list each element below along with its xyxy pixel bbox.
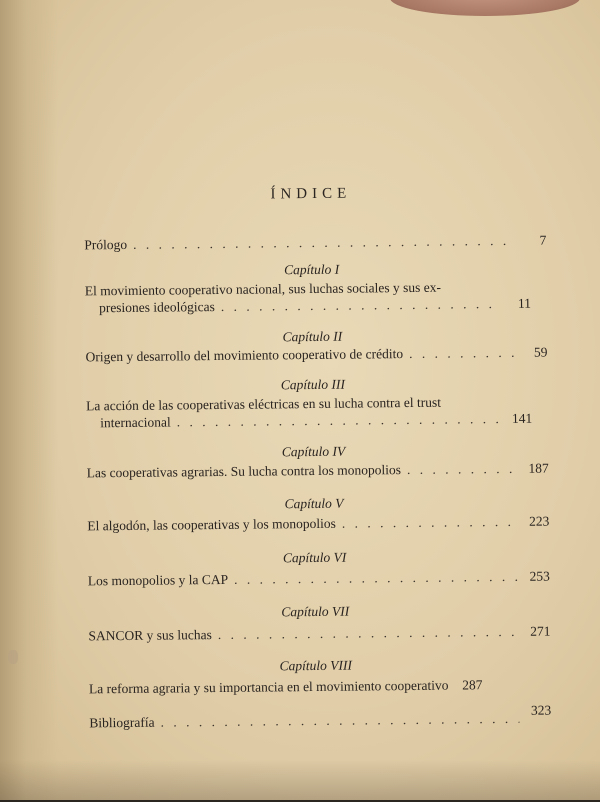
page-number: 11 xyxy=(517,295,532,311)
toc-entry-prologue xyxy=(84,220,546,254)
toc-entry-chapter-3 xyxy=(86,393,548,432)
chapter-label-6: Capítulo VI xyxy=(282,549,347,566)
chapter-label-4: Capítulo IV xyxy=(281,443,346,460)
entry-title-line1: La acción de las cooperativas eléctricas en su lucha contra el trust xyxy=(85,394,442,414)
entry-title: Origen y desarrollo del movimiento cooperativo de crédito xyxy=(85,346,404,365)
toc-entry-chapter-8 xyxy=(89,676,551,698)
entry-title: La reforma agraria y su importancia en el movimiento cooperativo xyxy=(88,677,449,697)
page-bottom-shadow xyxy=(0,760,600,800)
dot-leader xyxy=(218,623,519,643)
toc-entry-chapter-1 xyxy=(85,278,547,317)
toc-entry-chapter-4 xyxy=(87,460,549,482)
toc-entry-bibliography xyxy=(89,702,551,732)
page-number: 187 xyxy=(528,460,549,476)
page-smudge xyxy=(8,650,18,664)
dot-leader xyxy=(407,460,517,478)
chapter-label-3: Capítulo III xyxy=(280,376,345,393)
dot-leader xyxy=(342,513,518,532)
chapter-label-1: Capítulo I xyxy=(283,261,340,278)
entry-title: Las cooperativas agrarias. Su lucha contra los monopolios xyxy=(86,462,401,481)
dot-leader xyxy=(221,295,499,315)
page-number: 141 xyxy=(511,410,533,426)
toc-entry-chapter-6 xyxy=(88,568,550,590)
page-number: 287 xyxy=(462,677,483,693)
entry-title: El algodón, las cooperativas y los monopolios xyxy=(87,515,336,534)
table-of-contents xyxy=(74,0,552,802)
toc-entry-chapter-2 xyxy=(85,344,547,366)
entry-title-line2: internacional xyxy=(100,414,171,431)
page-number: 223 xyxy=(528,513,550,529)
chapter-label-5: Capítulo V xyxy=(284,495,344,512)
toc-entry-chapter-7 xyxy=(88,623,550,645)
entry-title: Los monopolios y la CAP xyxy=(87,571,229,589)
chapter-label-2: Capítulo II xyxy=(282,328,343,345)
page-number: 271 xyxy=(530,623,551,639)
page-number: 59 xyxy=(533,344,548,360)
entry-title-line2: presiones ideológicas xyxy=(98,299,215,316)
dot-leader xyxy=(234,568,518,588)
chapter-label-7: Capítulo VII xyxy=(281,603,350,620)
book-spine-shadow xyxy=(0,0,58,800)
page-number: 7 xyxy=(539,232,547,248)
entry-title: Prólogo xyxy=(84,236,128,253)
toc-entry-chapter-5 xyxy=(87,513,549,535)
page-number: 323 xyxy=(530,702,552,718)
dot-leader xyxy=(409,344,516,362)
entry-title: SANCOR y sus luchas xyxy=(88,627,212,644)
dot-leader xyxy=(161,710,520,731)
entry-title: Bibliografía xyxy=(89,714,155,731)
entry-title-line1: El movimiento cooperativo nacional, sus luchas sociales y sus ex- xyxy=(84,279,442,299)
dot-leader xyxy=(133,232,514,253)
toc-heading: ÍNDICE xyxy=(270,185,352,203)
page-number: 253 xyxy=(529,568,550,584)
dot-leader xyxy=(177,410,501,430)
chapter-label-8: Capítulo VIII xyxy=(279,657,353,674)
